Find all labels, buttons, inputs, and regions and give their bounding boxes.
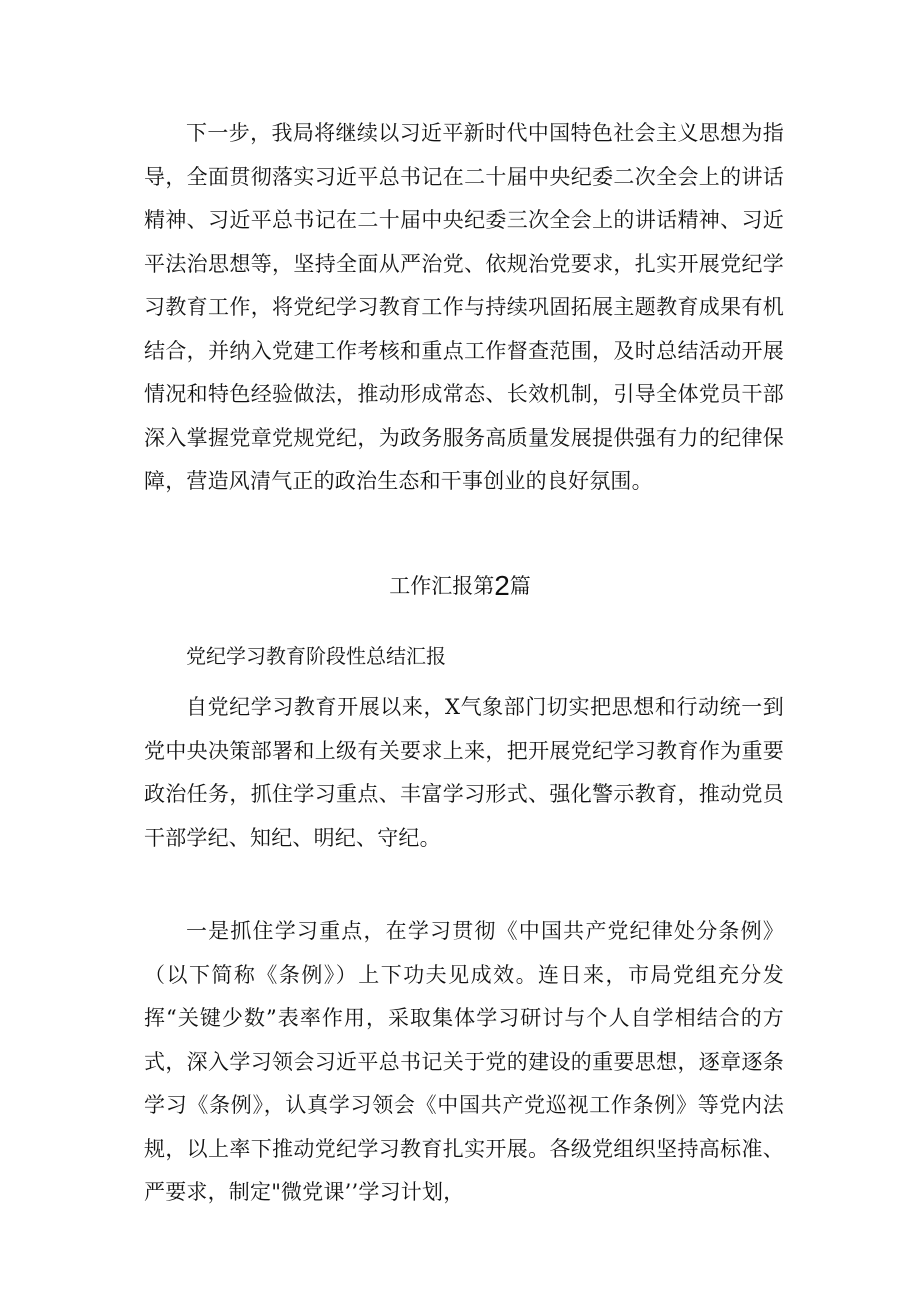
section-heading <box>0 566 920 606</box>
body-paragraph-point-one: 一是抓住学习重点，在学习贯彻《中国共产党纪律处分条例》（以下简称《条例》）上下功夫见成效。连日来，市局党组充分发挥“关键少数”表率作用，采取集体学习研讨与个人自学相结合的方式，深入学习领会习近平总书记关于党的建设的重要思想，逐章逐条学习《条例》，认真学习领会《中国共产党巡视工作条例》等党内法规，以上率下推动党纪学习教育扎实开展。各级党组织坚持高标准、严要求，制定"微党课’’学习计划， <box>144 919 784 1204</box>
heading-suffix: 篇 <box>509 574 531 598</box>
body-paragraph-next-steps: 下一步，我局将继续以习近平新时代中国特色社会主义思想为指导，全面贯彻落实习近平总书记在二十届中央纪委二次全会上的讲话精神、习近平总书记在二十届中央纪委三次全会上的讲话精神、习近平法治思想等，坚持全面从严治党、依规治党要求，扎实开展党纪学习教育工作，将党纪学习教育工作与持续巩固拓展主题教育成果有机结合，并纳入党建工作考核和重点工作督查范围，及时总结活动开展情况和特色经验做法，推动形成常态、长效机制，引导全体党员干部深入掌握党章党规党纪，为政务服务高质量发展提供强有力的纪律保障，营造风清气正的政治生态和干事创业的良好氛围。 <box>144 121 784 493</box>
body-paragraph-intro: 自党纪学习教育开展以来，X气象部门切实把思想和行动统一到党中央决策部署和上级有关要求上来，把开展党纪学习教育作为重要政治任务，抓住学习重点、丰富学习形式、强化警示教育，推动党员干部学纪、知纪、明纪、守纪。 <box>144 695 784 850</box>
heading-prefix: 工作汇报第 <box>389 574 495 598</box>
report-subtitle: 党纪学习教育阶段性总结汇报 <box>186 644 446 668</box>
heading-number: 2 <box>494 570 510 601</box>
